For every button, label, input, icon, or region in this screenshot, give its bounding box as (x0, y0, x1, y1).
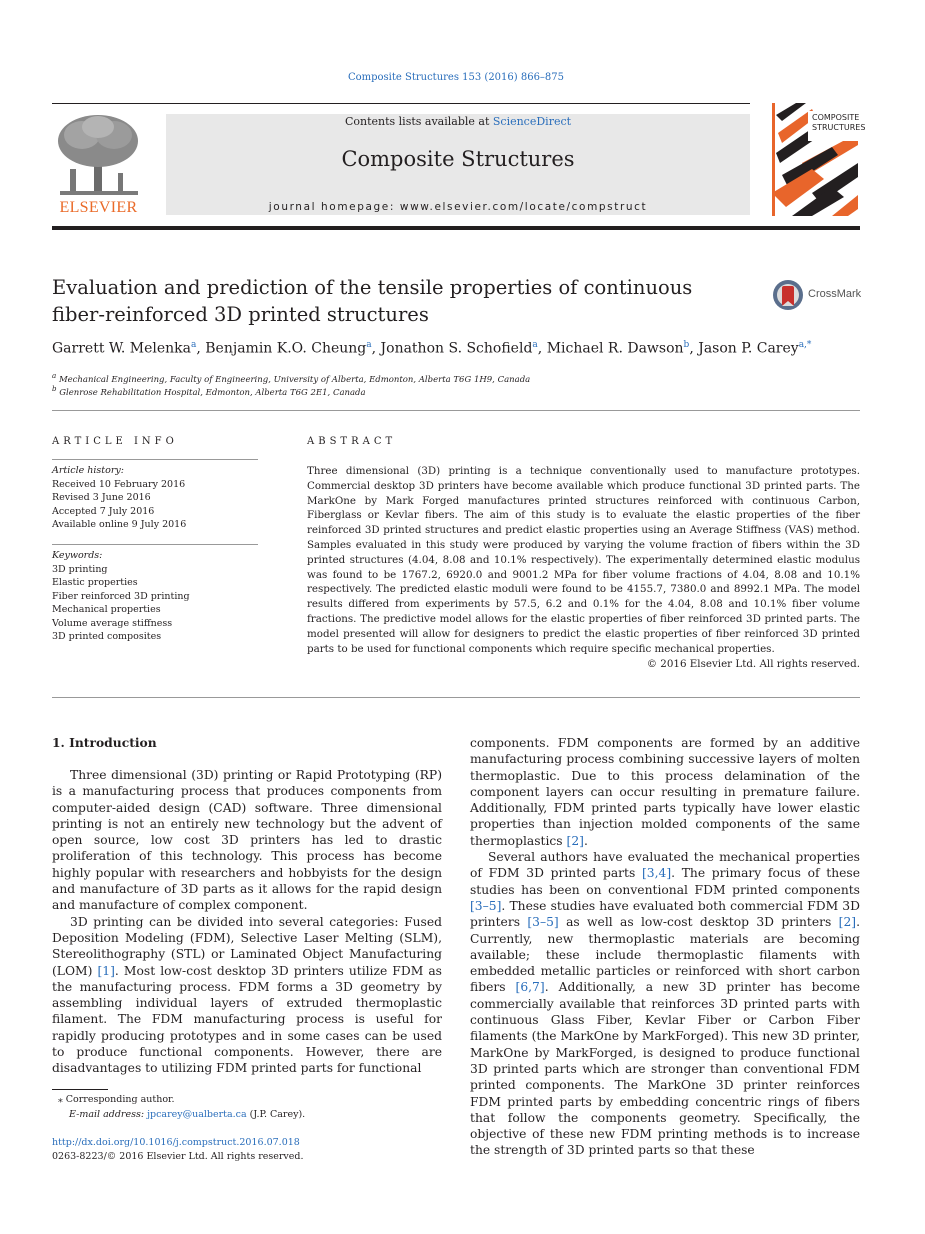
paragraph (470, 735, 860, 849)
header-rule (52, 103, 750, 104)
author-affiliation-mark[interactable]: a (366, 340, 372, 350)
section-rule (52, 410, 860, 411)
citation-link[interactable]: [3,4] (641, 866, 672, 881)
elsevier-logo[interactable] (52, 113, 145, 217)
keywords-rule (52, 544, 258, 545)
crossmark-label: CrossMark (808, 288, 862, 300)
article-history (52, 464, 258, 532)
elsevier-tree-icon (52, 113, 145, 197)
author-name[interactable]: Jason P. Carey (698, 340, 799, 357)
author-affiliation-mark[interactable]: a (532, 340, 538, 350)
citation-link[interactable]: [3–5] (470, 898, 502, 913)
article-info-rule (52, 459, 258, 460)
author-name[interactable]: Garrett W. Melenka (52, 340, 191, 357)
article-title (52, 274, 752, 328)
author-affiliation-mark[interactable]: a,* (798, 340, 812, 350)
paragraph-text: . The primary focus of these studies has been on conventional FDM printed components (470, 866, 860, 897)
keyword-item: 3D printed composites (52, 631, 162, 642)
keyword-item: Mechanical properties (52, 604, 161, 615)
history-item: Available online 9 July 2016 (52, 519, 187, 530)
cover-title-1: COMPOSITE (812, 113, 860, 122)
paragraph-text: . Additionally, a new 3D printer has become commercially available that reinforces 3D printed parts with continuous Glass Fiber, Kevlar Fiber or Carbon Fiber filaments (the MarkOne by MarkForged). This new 3D printer, MarkOne by MarkForged, is designed to produce functional 3D printed parts which are stronger than conventional FDM printed components. The MarkOne 3D printer reinforces FDM printed parts by embedding concentric rings of fibers that follow the components geometry. Specifically, the objective of these new FDM printing methods is to increase the strength of 3D printed parts so that these (470, 980, 860, 1158)
body-column-right (470, 735, 860, 1159)
paragraph-text: . Most low-cost desktop 3D printers utilize FDM as the manufacturing process. FDM forms a 3D geometry by assembling individual layers of extruded thermoplastic filament. The FDM manufacturing process is useful for rapidly producing prototypes and in some cases can be used to produce functional components. However, there are disadvantages to utilizing FDM printed parts for functional (52, 963, 442, 1076)
body-rule (52, 697, 860, 698)
abstract-text: Three dimensional (3D) printing is a technique conventionally used to manufacture prototypes. Commercial desktop 3D printers have become available which produce functional 3D printed parts. The MarkOne by Mark Forged manufactures printed structures reinforced with continuous Carbon, Fiberglass or Kevlar fibers. The aim of this study is to evaluate the elastic properties of the fiber reinforced 3D printed structures and predict elastic properties using an Average Stiffness (VAS) method. Samples evaluated in this study were produced by varying the volume fraction of fibers within the 3D printed structures (4.04, 8.08 and 10.1% respectively). The experimentally determined elastic modulus was found to be 1767.2, 6920.0 and 9001.2 MPa for fiber volume fractions of 4.04, 8.08 and 10.1% respectively. The predicted elastic moduli were found to be 4155.7, 7380.0 and 8992.1 MPa. The model results differed from experiments by 57.5, 6.2 and 0.1% for the 4.04, 8.08 and 10.1% fiber volume fractions. The predictive model allows for the elastic properties of fiber reinforced 3D printed parts. The model presented will allow for designers to predict the elastic properties of fiber reinforced 3D printed parts to be used for functional components which require specific mechanical properties. (307, 465, 860, 655)
crossmark-badge[interactable] (772, 279, 862, 311)
author-name[interactable]: Benjamin K.O. Cheung (205, 340, 367, 357)
body-column-left (52, 767, 442, 1077)
keywords-label: Keywords: (52, 550, 103, 561)
author-affiliation-mark[interactable]: a (190, 340, 197, 350)
cover-title-2: STRUCTURES (812, 123, 866, 132)
keyword-item: Volume average stiffness (52, 617, 173, 629)
citation-link[interactable]: [3–5] (527, 915, 559, 930)
keyword-item: 3D printing (52, 563, 108, 575)
section-heading-introduction: 1. Introduction (52, 735, 157, 750)
paragraph-text: . These studies have evaluated both commercial FDM 3D printers (470, 898, 860, 930)
title-line-2: fiber-reinforced 3D printed structures (52, 303, 429, 326)
abstract-heading: ABSTRACT (307, 436, 397, 447)
paragraph (52, 914, 442, 1077)
journal-reference[interactable]: Composite Structures 153 (2016) 866–875 (347, 72, 565, 83)
crossmark-icon (772, 279, 804, 311)
author-name[interactable]: Jonathon S. Schofield (380, 340, 533, 357)
citation-link[interactable]: [2] (566, 833, 584, 848)
paragraph: Three dimensional (3D) printing or Rapid Prototyping (RP) is a manufacturing process that produces components from computer-aided design (CAD) software. Three dimensional printing is not an entirely new technology but the advent of open source, low cost 3D printers has led to drastic proliferation of this technology. This process has become highly popular with researchers and hobbyists for the design and manufacture of 3D parts as it allows for the rapid design and manufacture of complex component. (52, 768, 442, 913)
paragraph-text: Several authors have evaluated the mechanical properties of FDM 3D printed parts (470, 850, 860, 881)
contents-prefix: Contents lists available at (344, 115, 493, 128)
history-item: Revised 3 June 2016 (52, 492, 151, 503)
abstract-copyright: © 2016 Elsevier Ltd. All rights reserved. (646, 658, 860, 670)
affiliation-text: Glenrose Rehabilitation Hospital, Edmonton, Alberta T6G 2E1, Canada (59, 387, 366, 398)
paragraph-text: 3D printing can be divided into several categories: Fused Deposition Modeling (FDM), Selective Laser Melting (SLM), Stereolithography (STL) or Laminated Object Manufacturing (LOM) (52, 914, 442, 978)
journal-homepage[interactable]: journal homepage: www.elsevier.com/locate/compstruct (268, 201, 648, 213)
history-item: Accepted 7 July 2016 (52, 505, 155, 517)
journal-cover-thumbnail[interactable] (772, 103, 866, 216)
affiliation-a (52, 371, 530, 385)
affiliation-mark: a (52, 371, 57, 380)
elsevier-wordmark: ELSEVIER (59, 199, 138, 216)
citation-link[interactable]: [1] (97, 963, 115, 978)
paragraph (470, 849, 860, 1159)
email-note (69, 1109, 305, 1120)
citation-link[interactable]: [6,7] (515, 980, 545, 995)
author-affiliation-mark[interactable]: b (683, 340, 690, 350)
history-label: Article history: (52, 465, 124, 476)
keywords (52, 549, 258, 644)
paragraph-text: as well as low-cost desktop 3D printers (558, 915, 839, 930)
doi-link[interactable]: http://dx.doi.org/10.1016/j.compstruct.2016.07.018 (52, 1137, 300, 1148)
issn-line: 0263-8223/© 2016 Elsevier Ltd. All rights reserved. (52, 1151, 304, 1162)
history-item: Received 10 February 2016 (52, 478, 186, 490)
author-name[interactable]: Michael R. Dawson (546, 340, 684, 357)
title-line-1: Evaluation and prediction of the tensile properties of continuous (52, 276, 693, 299)
article-info-heading: ARTICLE INFO (52, 436, 178, 447)
email-suffix: (J.P. Carey). (246, 1109, 306, 1120)
email-label: E-mail address: (69, 1109, 148, 1120)
email-link[interactable]: jpcarey@ualberta.ca (147, 1109, 247, 1120)
citation-link[interactable]: [2] (838, 915, 857, 930)
paragraph-text: . Currently, new thermoplastic materials are becoming available; these include thermoplastic filaments with embedded metallic particles or reinforced with short carbon fibers (470, 915, 861, 995)
corresponding-author-note: ⁎ Corresponding author. (58, 1094, 175, 1105)
contents-line (166, 115, 750, 128)
author-list: Garrett W. Melenka$^a$, Benjamin K.O. Cheung$^a$, Jonathon S. Schofield$^a$, Michael R. Dawson$^b$, Jason P. Carey$^{a,*}$ (52, 340, 812, 357)
affiliation-text: Mechanical Engineering, Faculty of Engineering, University of Alberta, Edmonton, Alberta T6G 1H9, Canada (58, 374, 531, 385)
sciencedirect-link[interactable]: ScienceDirect (492, 115, 572, 128)
affiliation-b (52, 384, 366, 398)
footnote-rule (52, 1089, 108, 1090)
paragraph-text: components. FDM components are formed by an additive manufacturing process combining successive layers of molten thermoplastic. Due to this process delamination of the component layers can occur resulting in premature failure. Additionally, FDM printed parts typically have lower elastic properties than injection molded components of the same thermoplastics (470, 736, 860, 848)
header-thick-rule (52, 226, 860, 230)
keyword-item: Elastic properties (52, 577, 138, 588)
affiliation-mark: b (52, 384, 57, 393)
paragraph-text: . (583, 833, 588, 848)
journal-name: Composite Structures (341, 147, 575, 171)
keyword-item: Fiber reinforced 3D printing (52, 590, 190, 602)
